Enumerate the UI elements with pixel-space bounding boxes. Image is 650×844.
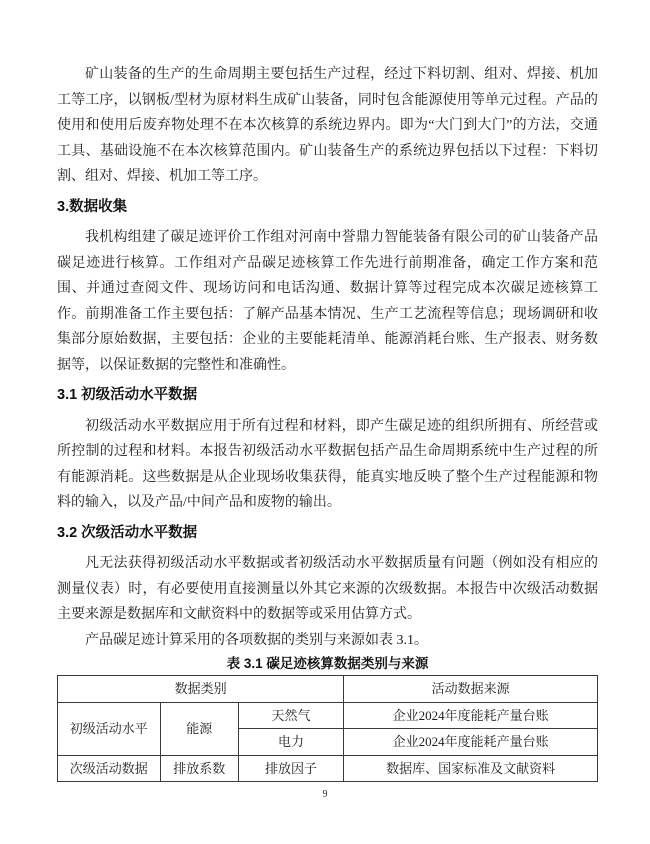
page-number: 9 — [322, 789, 328, 800]
table-caption: 表 3.1 碳足迹核算数据类别与来源 — [226, 656, 429, 671]
paragraph-data-collection: 我机构组建了碳足迹评价工作组对河南中誉鼎力智能装备有限公司的矿山装备产品碳足迹进行核算。工作组对产品碳足迹核算工作先进行前期准备，确定工作方案和范围、并通过查阅文件、现场访问和电话沟通、数据计算等过程完成本次碳足迹核算工作。前期准备工作主要包括：了解产品基本情况、生产工艺流程等信息；现场调研和收集部分原始数据，主要包括：企业的主要能耗清单、能源消耗台账、生产报表、财务数据等，以保证数据的完整性和准确性。 — [57, 230, 598, 373]
table-cell-electricity: 电力 — [238, 729, 343, 756]
table-cell-secondary-level: 次级活动数据 — [58, 755, 161, 782]
table-header-category: 数据类别 — [58, 676, 344, 703]
table-cell-emission-factor: 排放因子 — [238, 755, 343, 782]
table-cell-energy-group: 能源 — [160, 702, 238, 755]
table-row-secondary — [58, 755, 598, 782]
section-heading-primary-activity: 3.1 初级活动水平数据 — [57, 387, 198, 403]
table-cell-natural-gas-source: 企业2024年度能耗产量台账 — [344, 702, 598, 729]
table-cell-emission-coefficient: 排放系数 — [160, 755, 238, 782]
table-cell-secondary-source: 数据库、国家标准及文献资料 — [344, 755, 598, 782]
paragraph-secondary-activity: 凡无法获得初级活动水平数据或者初级活动水平数据质量有问题（例如没有相应的测量仪表）时，有必要使用直接测量以外其它来源的次级数据。本报告中次级活动数据主要来源是数据库和文献资料中的数据等或采用估算方式。 — [57, 556, 598, 622]
paragraph-intro: 矿山装备的生产的生命周期主要包括生产过程，经过下料切割、组对、焊接、机加工等工序，以钢板/型材为原材料生成矿山装备，同时包含能源使用等单元过程。产品的使用和使用后废弃物处理不在本次核算的系统边界内。即为“大门到大门”的方法，交通工具、基础设施不在本次核算范围内。矿山装备生产的系统边界包括以下过程：下料切割、组对、焊接、机加工等工序。 — [57, 67, 598, 184]
section-heading-data-collection: 3.数据收集 — [57, 198, 128, 215]
table-header-source: 活动数据来源 — [344, 676, 598, 703]
paragraph-table-reference: 产品碳足迹计算采用的各项数据的类别与来源如表 3.1。 — [85, 632, 428, 648]
document-body — [57, 62, 598, 782]
table-header-row — [58, 676, 598, 703]
data-source-table — [57, 675, 598, 782]
table-cell-electricity-source: 企业2024年度能耗产量台账 — [344, 729, 598, 756]
paragraph-primary-activity: 初级活动水平数据应用于所有过程和材料，即产生碳足迹的组织所拥有、所经营或所控制的过程和材料。本报告初级活动水平数据包括产品生命周期系统中生产过程的所有能源消耗。这些数据是从企业现场收集获得，能真实地反映了整个生产过程能源和物料的输入，以及产品/中间产品和废物的输出。 — [57, 418, 598, 510]
section-heading-secondary-activity: 3.2 次级活动水平数据 — [57, 524, 198, 541]
table-row-natural-gas — [58, 702, 598, 729]
table-cell-natural-gas: 天然气 — [238, 702, 343, 729]
table-cell-primary-level: 初级活动水平 — [58, 702, 161, 755]
